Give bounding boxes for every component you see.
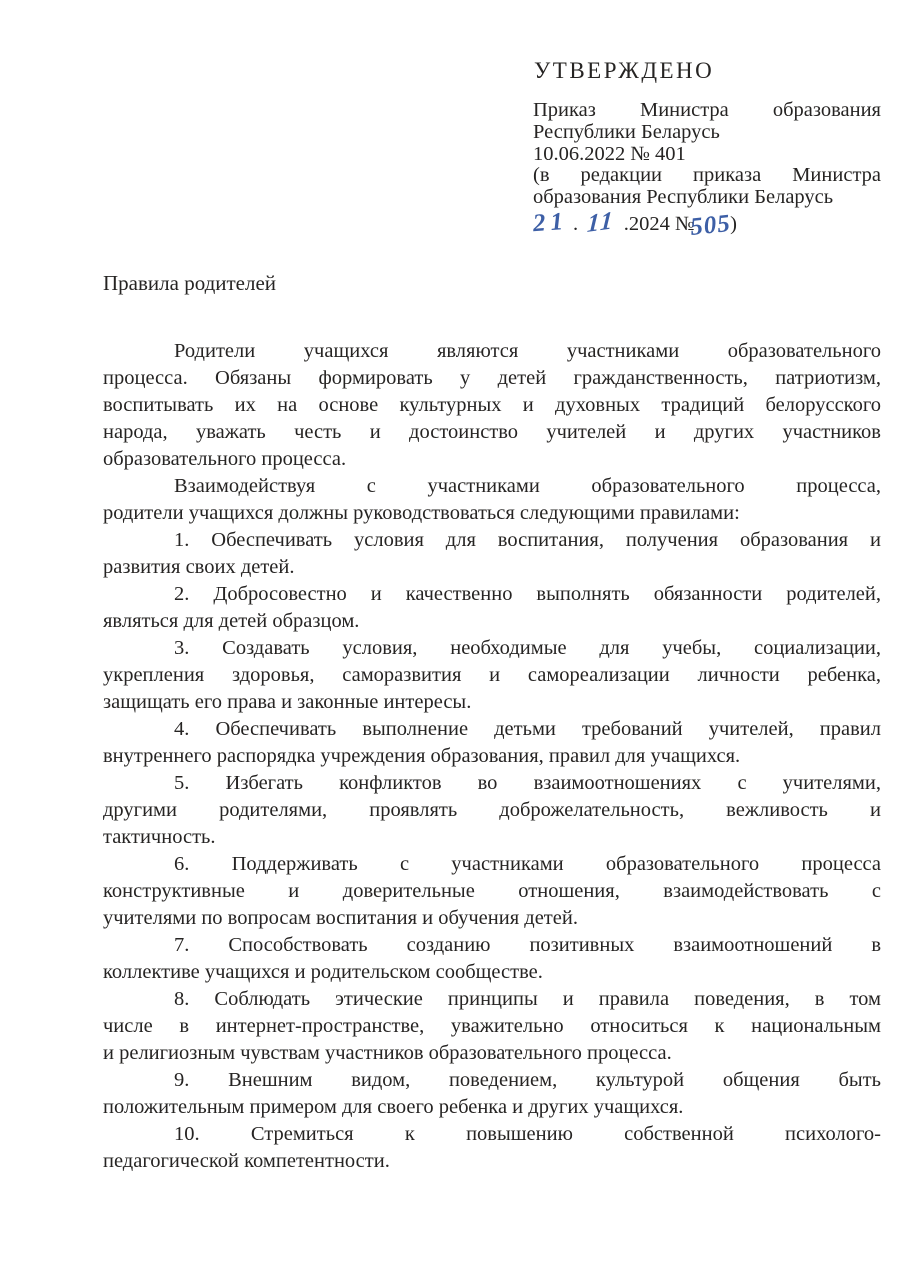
text-line: положительным примером для своего ребенка и других учащихся. bbox=[103, 1096, 684, 1118]
order-line: образования Республики Беларусь bbox=[533, 186, 834, 209]
text-line: Взаимодействуя с участниками образовательного процесса, bbox=[174, 475, 881, 497]
text-line: являться для детей образцом. bbox=[103, 610, 360, 632]
text-line: 3. Создавать условия, необходимые для учебы, социализации, bbox=[174, 637, 881, 659]
text-line: Родители учащихся являются участниками образовательного bbox=[174, 340, 881, 362]
text-line: учителями по вопросам воспитания и обучения детей. bbox=[103, 907, 578, 929]
approval-order-block bbox=[532, 99, 881, 242]
text-line: процесса. Обязаны формировать у детей гражданственность, патриотизм, bbox=[103, 367, 881, 389]
paragraph bbox=[103, 986, 881, 1067]
text-line: 5. Избегать конфликтов во взаимоотношениях с учителями, bbox=[174, 772, 881, 794]
text-line: 7. Способствовать созданию позитивных взаимоотношений в bbox=[174, 934, 881, 956]
text-line: родители учащихся должны руководствоваться следующими правилами: bbox=[103, 502, 740, 524]
text-line: конструктивные и доверительные отношения, взаимодействовать с bbox=[103, 880, 881, 902]
paragraph bbox=[103, 581, 881, 635]
text-line: коллективе учащихся и родительском сообществе. bbox=[103, 961, 543, 983]
text-line: педагогической компетентности. bbox=[103, 1150, 390, 1172]
document-body bbox=[103, 338, 881, 1175]
text-line: укрепления здоровья, саморазвития и самореализации личности ребенка, bbox=[103, 664, 881, 686]
text-line: 2. Добросовестно и качественно выполнять обязанности родителей, bbox=[174, 583, 881, 605]
paragraph bbox=[103, 635, 881, 716]
text-line: образовательного процесса. bbox=[103, 448, 347, 470]
text-line: другими родителями, проявлять доброжелательность, вежливость и bbox=[103, 799, 881, 821]
paragraph bbox=[103, 932, 881, 986]
order-line: Республики Беларусь bbox=[533, 120, 720, 143]
text-line: и религиозным чувствам участников образовательного процесса. bbox=[103, 1042, 672, 1064]
handwritten-day: 21 bbox=[532, 207, 569, 238]
printed-separator: . bbox=[573, 212, 579, 235]
text-line: 4. Обеспечивать выполнение детьми требований учителей, правил bbox=[174, 718, 881, 740]
text-line: воспитывать их на основе культурных и духовных традиций белорусского bbox=[103, 394, 881, 416]
order-line: Приказ Министра образования bbox=[533, 99, 881, 121]
paragraph bbox=[103, 851, 881, 932]
paragraph bbox=[103, 770, 881, 851]
text-line: числе в интернет-пространстве, уважительно относиться к национальным bbox=[103, 1015, 881, 1037]
text-line: 8. Соблюдать этические принципы и правила поведения, в том bbox=[174, 988, 881, 1010]
text-line: развития своих детей. bbox=[103, 556, 295, 578]
handwritten-order-number: 505 bbox=[688, 209, 732, 242]
text-line: 6. Поддерживать с участниками образовательного процесса bbox=[174, 853, 881, 875]
paragraph bbox=[103, 338, 881, 473]
printed-closing-paren: ) bbox=[730, 212, 737, 235]
paragraph bbox=[103, 473, 881, 527]
paragraph bbox=[103, 1121, 881, 1175]
order-line: (в редакции приказа Министра bbox=[533, 164, 881, 187]
text-line: 9. Внешним видом, поведением, культурой общения быть bbox=[174, 1069, 881, 1091]
handwritten-month: 11 bbox=[586, 206, 616, 239]
order-details bbox=[533, 100, 881, 209]
paragraph bbox=[103, 1067, 881, 1121]
paragraph bbox=[103, 716, 881, 770]
amendment-line bbox=[532, 206, 881, 242]
text-line: народа, уважать честь и достоинство учителей и других участников bbox=[103, 421, 881, 443]
text-line: 1. Обеспечивать условия для воспитания, получения образования и bbox=[174, 529, 881, 551]
text-line: защищать его права и законные интересы. bbox=[103, 691, 472, 713]
text-line: внутреннего распорядка учреждения образования, правил для учащихся. bbox=[103, 745, 741, 767]
text-line: 10. Стремиться к повышению собственной психолого- bbox=[174, 1123, 881, 1145]
order-line: 10.06.2022 № 401 bbox=[533, 142, 686, 165]
document-title: Правила родителей bbox=[103, 271, 277, 295]
approved-heading: УТВЕРЖДЕНО bbox=[534, 58, 715, 83]
paragraph bbox=[103, 527, 881, 581]
text-line: тактичность. bbox=[103, 826, 216, 848]
printed-year-number-sign: .2024 № bbox=[623, 212, 695, 235]
